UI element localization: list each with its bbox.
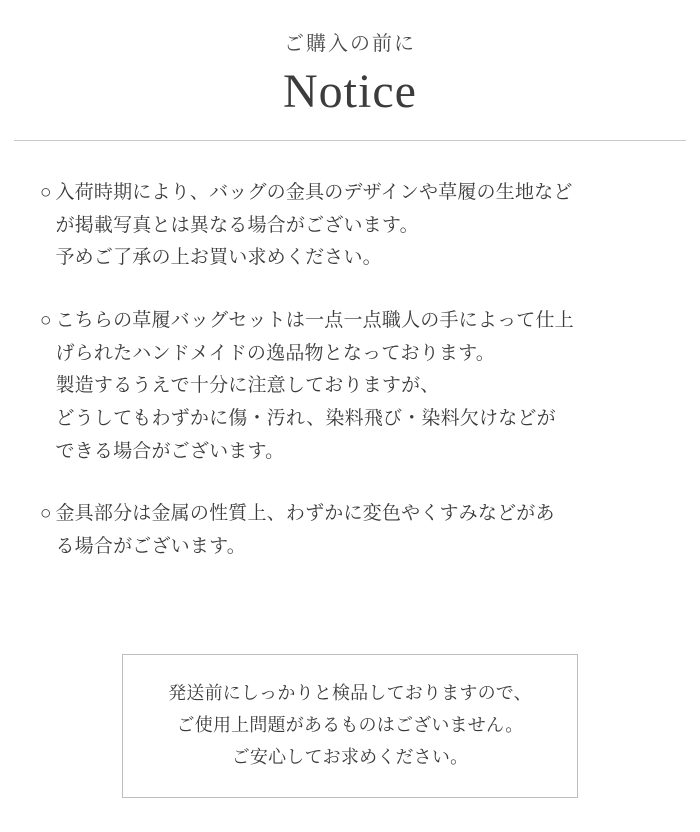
note-text xyxy=(55,498,660,563)
note-text xyxy=(55,305,660,468)
page-header xyxy=(0,0,700,122)
message-line: ご使用上問題があるものはございません。 xyxy=(176,715,524,736)
note-line: 製造するうえで十分に注意しておりますが、 xyxy=(55,375,440,397)
message-line: 発送前にしっかりと検品しておりますので、 xyxy=(168,683,532,703)
page-subtitle-japanese: ご購入の前に xyxy=(284,33,416,55)
circle-bullet-icon: ○ xyxy=(40,310,52,332)
note-text xyxy=(55,177,660,275)
note-line: こちらの草履バッグセットは一点一点職人の手によって仕上 xyxy=(55,310,574,332)
reassurance-message-box xyxy=(122,654,578,798)
note-line: る場合がございます。 xyxy=(55,536,246,558)
note-line: が掲載写真とは異なる場合がございます。 xyxy=(55,214,419,236)
circle-bullet-icon: ○ xyxy=(40,503,52,525)
note-item xyxy=(40,305,660,468)
page-title: Notice xyxy=(283,65,417,118)
message-line: ご安心してお求めください。 xyxy=(231,747,469,768)
notes-list xyxy=(40,141,660,564)
note-line: 入荷時期により、バッグの金具のデザインや草履の生地など xyxy=(55,182,573,203)
note-line: げられたハンドメイドの逸品物となっております。 xyxy=(55,342,495,364)
note-item xyxy=(40,177,660,275)
note-line: 予めご了承の上お買い求めください。 xyxy=(55,247,382,269)
circle-bullet-icon: ○ xyxy=(40,182,52,203)
note-line: どうしてもわずかに傷・汚れ、染料飛び・染料欠けなどが xyxy=(55,408,556,430)
note-line: できる場合がございます。 xyxy=(55,440,285,462)
note-item xyxy=(40,498,660,563)
note-line: 金具部分は金属の性質上、わずかに変色やくすみなどがあ xyxy=(55,503,555,525)
